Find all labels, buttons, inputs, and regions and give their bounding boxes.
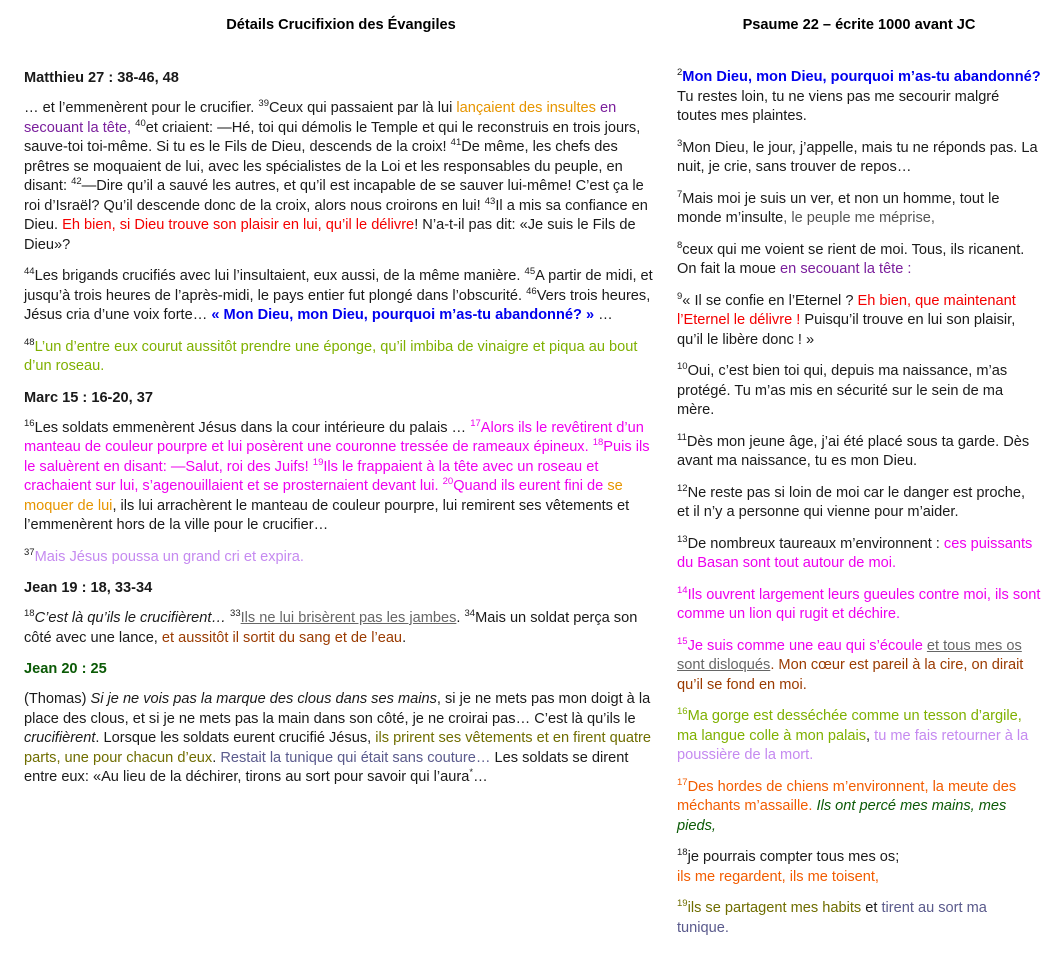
psalm-verse-13: $^{13}$De nombreux taureaux m’environnent : ces puissants du Basan sont tout autour de moi. xyxy=(677,533,1033,571)
psalm-verse-12: $^{12}$Ne reste pas si loin de moi car le danger est proche, et il n’y a personne qui vienne pour m’aider. xyxy=(677,482,1026,520)
marc-title: Marc 15 : 16-20, 37 xyxy=(24,389,153,406)
psalm-verse-7: $^7$Mais moi je suis un ver, et non un homme, tout le monde m’insulte, le peuple me méprise, xyxy=(677,188,1000,226)
left-column-header: Détails Crucifixion des Évangiles xyxy=(226,17,456,33)
marc-paragraph-2: $^{37}$Mais Jésus poussa un grand cri et expira. xyxy=(24,546,304,565)
marc-paragraph-1: $^{16}$Les soldats emmenèrent Jésus dans la cour intérieure du palais … $^{17}$Alors ils le revêtirent d’un manteau de couleur pourpre et lui posèrent une couronne tressée de rameaux épineux. $^{18}$Puis ils le saluèrent en disant: —Salut, roi des Juifs! $^{19}$Ils le frappaient à la tête avec un roseau et crachaient sur lui, s’agenouillaient et se prosternaient devant lui. $^{20}$Quand ils eurent fini de se moquer de lui, ils lui arrachèrent le manteau de couleur pourpre, lui remirent ses vêtements et l’emmenèrent hors de la ville pour le crucifier… xyxy=(24,417,650,533)
matthieu-paragraph-3: $^{48}$L’un d’entre eux courut aussitôt prendre une éponge, qu’il imbiba de vinaigre et piqua au bout d’un roseau. xyxy=(24,336,638,374)
jean20-paragraph: (Thomas) Si je ne vois pas la marque des clous dans ses mains, si je ne mets pas mon doigt à la place des clous, et si je ne mets pas la main dans son côté, je ne croirai pas… C’est là qu’ils le crucifièrent. Lorsque les soldats eurent crucifié Jésus, ils prirent ses vêtements et en firent quatre parts, une pour chacun d’eux. Restait la tunique qui était sans couture… Les soldats se dirent entre eux: «Au lieu de la déchirer, tirons au sort pour savoir qui l’aura*… xyxy=(24,691,652,785)
matthieu-paragraph-1: … et l’emmenèrent pour le crucifier. $^{39}$Ceux qui passaient par là lui lançaient des insultes en secouant la tête, $^{40}$et criaient: —Hé, toi qui démolis le Temple et qui le reconstruis en trois jours, sauve-toi toi-même. Si tu es le Fils de Dieu, descends de la croix! $^{41}$De même, les chefs des prêtres se moquaient de lui, avec les spécialistes de la Loi et les responsables du peuple, en disant: $^{42}$—Dire qu’il a sauvé les autres, et qu’il est incapable de se sauver lui-même! C’est ça le roi d’Israël? Qu’il descende donc de la croix, alors nous croirons en lui! $^{43}$Il a mis sa confiance en Dieu. Eh bien, si Dieu trouve son plaisir en lui, qu’il le délivre! N’a-t-il pas dit: «Je suis le Fils de Dieu»? xyxy=(24,98,648,253)
psalm-verse-19: $^{19}$ils se partagent mes habits et tirent au sort ma tunique. xyxy=(677,898,987,936)
jean19-title: Jean 19 : 18, 33-34 xyxy=(24,580,153,596)
matthieu-paragraph-2: $^{44}$Les brigands crucifiés avec lui l’insultaient, eux aussi, de la même manière. $^{45}$A partir de midi, et jusqu’à trois heures de l’après-midi, le pays entier fut plongé dans l’obscurité. $^{46}$Vers trois heures, Jésus cria d’une voix forte… « Mon Dieu, mon Dieu, pourquoi m’as-tu abandonné? » … xyxy=(24,266,653,323)
psalm-verse-2: $^2$Mon Dieu, mon Dieu, pourquoi m’as-tu abandonné? Tu restes loin, tu ne viens pas me secourir malgré toutes mes plaintes. xyxy=(677,67,1041,124)
psalm-verse-15: $^{15}$Je suis comme une eau qui s’écoule et tous mes os sont disloqués. Mon cœur est pareil à la cire, on dirait qu’il se fond en moi. xyxy=(677,635,1024,693)
jean20-title: Jean 20 : 25 xyxy=(24,661,107,677)
right-column-header: Psaume 22 – écrite 1000 avant JC xyxy=(742,17,976,33)
psalm-verse-14: $^{14}$Ils ouvrent largement leurs gueules contre moi, ils sont comme un lion qui rugit et déchire. xyxy=(677,584,1041,622)
psalm-verse-11: $^{11}$Dès mon jeune âge, j’ai été placé sous ta garde. Dès avant ma naissance, tu es mon Dieu. xyxy=(677,431,1030,469)
psalm-verse-18: $^{18}$je pourrais compter tous mes os; ils me regardent, ils me toisent, xyxy=(677,847,900,885)
psalm-verse-8: $^8$ceux qui me voient se rient de moi. Tous, ils ricanent. On fait la moue en secouant la tête : xyxy=(677,239,1025,277)
psalm-verse-9: $^9$« Il se confie en l’Eternel ? Eh bien, que maintenant l’Eternel le délivre ! Puisqu’il trouve en lui son plaisir, qu’il le libère donc ! » xyxy=(677,290,1016,348)
psalm-verse-10: $^{10}$Oui, c’est bien toi qui, depuis ma naissance, m’as protégé. Tu m’as mis en sécurité sur le sein de ma mère. xyxy=(677,361,1008,418)
psalm-verse-3: $^3$Mon Dieu, le jour, j’appelle, mais tu ne réponds pas. La nuit, je crie, sans trouver de repos… xyxy=(677,137,1038,175)
jean19-paragraph: $^{18}$C’est là qu’ils le crucifièrent… $^{33}$Ils ne lui brisèrent pas les jambes. $^{34}$Mais un soldat perça son côté avec une lance, et aussitôt il sortit du sang et de l’eau. xyxy=(24,608,638,646)
psalm-verse-16: $^{16}$Ma gorge est desséchée comme un tesson d’argile, ma langue colle à mon palais, tu me fais retourner à la poussière de la mort. xyxy=(677,706,1029,763)
psalm-verse-17: $^{17}$Des hordes de chiens m’environnent, la meute des méchants m’assaille. Ils ont percé mes mains, mes pieds, xyxy=(677,776,1017,834)
matthieu-title: Matthieu 27 : 38-46, 48 xyxy=(24,70,179,86)
